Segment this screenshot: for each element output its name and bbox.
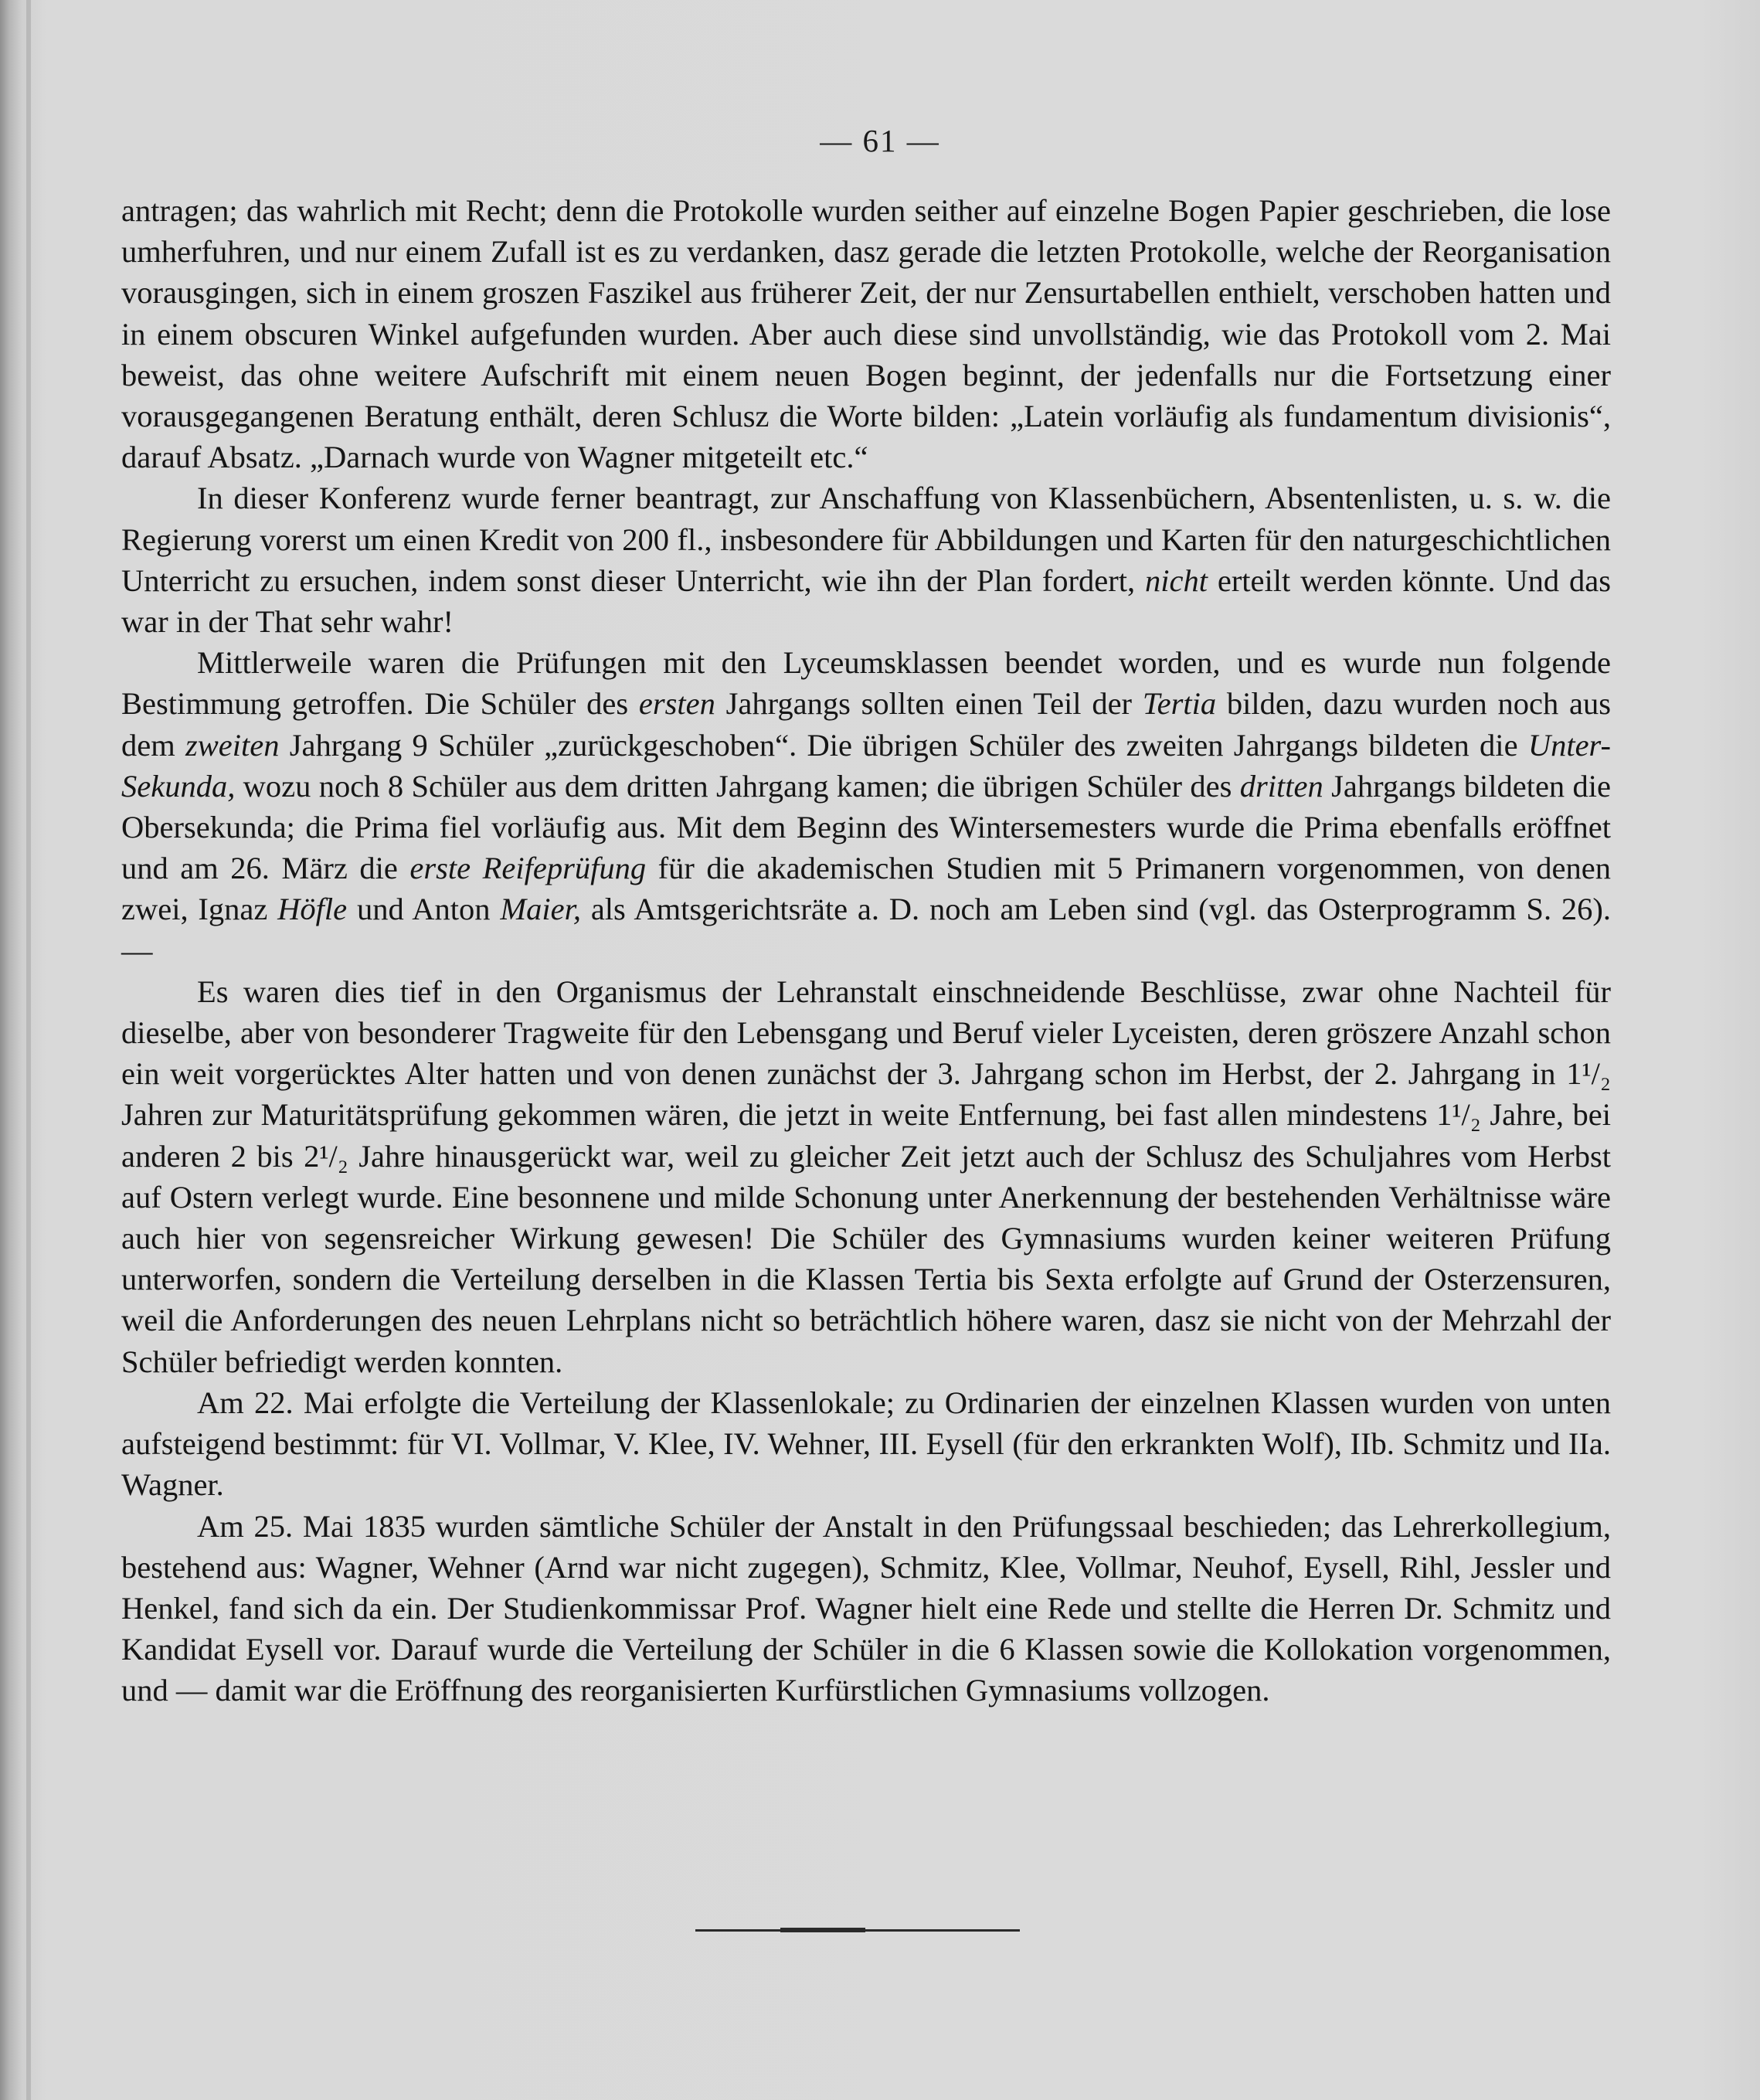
end-rule-ornament <box>780 1928 865 1932</box>
italic-run: dritten <box>1239 768 1323 804</box>
text-run: und Anton <box>347 892 501 927</box>
italic-run: Tertia <box>1142 686 1217 722</box>
paragraph-5 <box>121 1382 1611 1506</box>
italic-run: erste Reifeprüfung <box>409 851 647 886</box>
text-run: Mittlerweile waren die Prüfungen mit den Lyceumsklassen beendet worden, und es wurde nun folgende Bestimmung getroffen. Die Schüler des <box>121 645 1611 722</box>
italic-run: Maier, <box>500 892 581 927</box>
body-text <box>121 190 1611 1711</box>
text-run: Am 25. Mai 1835 wurden sämtliche Schüler der Anstalt in den Prüfungssaal beschieden; das Lehrerkollegium, bestehend aus: Wagner, Wehner (Arnd war nicht zugegen), Schmitz, Klee, Vollmar, Neuhof, Eysell, Rihl, Jessler und Henkel, fand sich da ein. Der Studienkommissar Prof. Wagner hielt eine Rede und stellte die Herren Dr. Schmitz und Kandidat Eysell vor. Darauf wurde die Verteilung der Schüler in die 6 Klassen sowie die Kollokation vorgenommen, und — damit war die Eröffnung des reorganisierten Kurfürstlichen Gymnasiums vollzogen. <box>121 1508 1611 1708</box>
paragraph-6 <box>121 1506 1611 1711</box>
italic-run: nicht <box>1145 562 1208 598</box>
italic-run: ersten <box>638 686 715 722</box>
text-run: wozu noch 8 Schüler aus dem dritten Jahrgang kamen; die übrigen Schüler des <box>235 768 1240 804</box>
paragraph-2 <box>121 477 1611 642</box>
paragraph-4 <box>121 971 1611 1382</box>
text-run: Es waren dies tief in den Organismus der Lehranstalt einschneidende Beschlüsse, zwar ohne Nachteil für dieselbe, aber von besonderer Tragweite für den Lebensgang und Beruf vieler Lyceisten, deren gröszere Anzahl schon ein weit vorgerücktes Alter hatten und von denen zunächst der 3. Jahrgang schon im Herbst, der 2. Jahrgang in 1¹/₂ Jahren zur Maturitätsprüfung gekommen wären, die jetzt in weite Entfernung, bei fast allen mindestens 1¹/₂ Jahre, bei anderen 2 bis 2¹/₂ Jahre hinausgerückt war, weil zu gleicher Zeit jetzt auch der Schlusz des Schuljahres vom Herbst auf Ostern verlegt wurde. Eine besonnene und milde Schonung unter Anerkennung der bestehenden Verhältnisse wäre auch hier von segensreicher Wirkung gewesen! Die Schüler des Gymnasiums wurden keiner weiteren Prüfung unterworfen, sondern die Verteilung derselben in die Klassen Tertia bis Sexta erfolgte auf Grund der Osterzensuren, weil die Anforderungen des neuen Lehrplans nicht so beträchtlich höhere waren, dasz sie nicht von der Mehrzahl der Schüler befriedigt werden konnten. <box>121 974 1611 1379</box>
text-run: Jahrgang 9 Schüler „zurückgeschoben“. Die übrigen Schüler des zweiten Jahrgangs bildeten die <box>279 727 1528 763</box>
page-number: — 61 — <box>820 123 940 158</box>
text-run: Jahrgangs sollten einen Teil der <box>715 686 1143 722</box>
italic-run: Unter-Sekunda, <box>121 727 1611 804</box>
page-shadow <box>26 0 31 2100</box>
text-run: als Amtsgerichtsräte a. D. noch am Leben sind (vgl. das Osterprogramm S. 26). — <box>121 892 1611 968</box>
text-run: antragen; das wahrlich mit Recht; denn die Protokolle wurden seither auf einzelne Bogen Papier geschrieben, die lose umherfuhren, und nur einem Zufall ist es zu verdanken, dasz gerade die letzten Protokolle, welche der Reorganisation vorausgingen, sich in einem groszen Faszikel aus früherer Zeit, der nur Zensurtabellen enthielt, verschoben hatten und in einem obscuren Winkel aufgefunden wurden. Aber auch diese sind unvollständig, wie das Protokoll vom 2. Mai beweist, das ohne weitere Aufschrift mit einem neuen Bogen beginnt, der jedenfalls nur die Fortsetzung einer vorausgegangenen Beratung enthält, deren Schlusz die Worte bilden: „Latein vorläufig als fundamentum divisionis“, darauf Absatz. „Darnach wurde von Wagner mitgeteilt etc.“ <box>121 193 1611 475</box>
paragraph-3 <box>121 642 1611 971</box>
text-run: bilden, dazu wurden noch aus dem <box>121 686 1611 763</box>
italic-run: zweiten <box>185 727 280 763</box>
text-run: In dieser Konferenz wurde ferner beantragt, zur Anschaffung von Klassenbüchern, Absentenlisten, u. s. w. die Regierung vorerst um einen Kredit von 200 fl., insbesondere für Abbildungen und Karten für den naturgeschichtlichen Unterricht zu ersuchen, indem sonst dieser Unterricht, wie ihn der Plan fordert, <box>121 481 1611 598</box>
italic-run: Höfle <box>277 892 348 927</box>
text-run: für die akademischen Studien mit 5 Primanern vorgenommen, von denen zwei, Ignaz <box>121 851 1612 927</box>
paragraph-1 <box>121 190 1611 477</box>
text-run: erteilt werden könnte. Und das war in der That sehr wahr! <box>121 562 1611 640</box>
text-run: Jahrgangs bildeten die Obersekunda; die Prima fiel vorläufig aus. Mit dem Beginn des Wintersemesters wurde die Prima ebenfalls eröffnet und am 26. März die <box>121 768 1612 886</box>
text-run: Am 22. Mai erfolgte die Verteilung der Klassenlokale; zu Ordinarien der einzelnen Klassen wurden von unten aufsteigend bestimmt: für VI. Vollmar, V. Klee, IV. Wehner, III. Eysell (für den erkrankten Wolf), IIb. Schmitz und IIa. Wagner. <box>121 1385 1611 1503</box>
